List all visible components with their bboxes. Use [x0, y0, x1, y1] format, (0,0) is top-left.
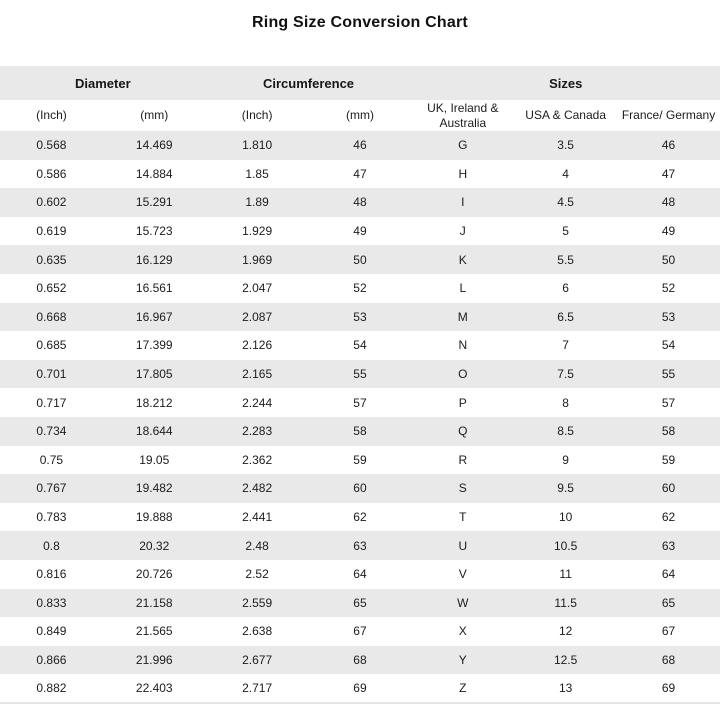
group-header-diameter: Diameter — [75, 75, 131, 91]
table-cell: 6.5 — [557, 309, 574, 324]
table-cell: 5 — [562, 224, 569, 239]
table-body — [0, 131, 720, 703]
table-cell: 2.48 — [245, 538, 269, 553]
table-cell: 64 — [353, 567, 367, 582]
table-cell: 1.929 — [242, 224, 273, 239]
table-cell: 2.638 — [242, 624, 273, 639]
table-cell: 62 — [353, 510, 367, 525]
table-cell: 14.469 — [135, 138, 173, 153]
table-row — [0, 617, 720, 646]
table-cell: 1.969 — [242, 252, 273, 267]
table-cell: 69 — [661, 681, 676, 696]
table-cell: 12.5 — [553, 652, 578, 667]
table-cell: 17.399 — [135, 338, 173, 353]
table-cell: 15.723 — [135, 224, 173, 239]
table-cell: 2.283 — [242, 424, 273, 439]
table-cell: 52 — [353, 281, 367, 296]
table-cell: 58 — [661, 424, 676, 439]
table-cell: 4 — [562, 166, 569, 181]
table-cell: 55 — [661, 367, 676, 382]
table-cell: 57 — [353, 395, 367, 410]
table-cell: 19.888 — [135, 510, 173, 525]
table-row — [0, 188, 720, 217]
table-cell: 0.8 — [43, 538, 60, 553]
table-cell: 19.482 — [135, 481, 173, 496]
table-cell: K — [458, 252, 467, 267]
table-cell: 0.849 — [36, 624, 67, 639]
table-cell: 5.5 — [557, 252, 574, 267]
table-cell: 2.087 — [242, 309, 273, 324]
table-cell: 2.717 — [242, 681, 273, 696]
table-cell: Z — [459, 681, 467, 696]
table-cell: 46 — [661, 138, 676, 153]
table-cell: 62 — [661, 510, 676, 525]
table-cell: 9 — [562, 452, 569, 467]
table-cell: 0.816 — [36, 567, 67, 582]
table-cell: 59 — [661, 452, 676, 467]
table-cell: 8 — [562, 395, 569, 410]
column-header-uk-ireland-australia: UK, Ireland & Australia — [427, 101, 499, 130]
table-cell: 2.52 — [245, 567, 269, 582]
table-cell: 20.32 — [139, 538, 170, 553]
table-cell: 0.586 — [36, 166, 67, 181]
table-cell: 52 — [661, 281, 676, 296]
table-cell: 58 — [353, 424, 367, 439]
table-cell: 53 — [353, 309, 367, 324]
table-cell: 21.996 — [135, 652, 173, 667]
table-cell: 60 — [353, 481, 367, 496]
table-cell: 21.158 — [135, 595, 173, 610]
table-row — [0, 360, 720, 389]
table-cell: 8.5 — [557, 424, 574, 439]
table-cell: 48 — [353, 195, 367, 210]
table-cell: 65 — [353, 595, 367, 610]
table-row — [0, 560, 720, 589]
table-cell: 9.5 — [557, 481, 574, 496]
table-cell: 0.668 — [36, 309, 67, 324]
table-cell: 0.685 — [36, 338, 67, 353]
column-header-row — [0, 100, 720, 131]
table-cell: 6 — [562, 281, 569, 296]
table-cell: 21.565 — [135, 624, 173, 639]
table-cell: 53 — [661, 309, 676, 324]
table-cell: 50 — [661, 252, 676, 267]
table-cell: 14.884 — [135, 166, 173, 181]
table-cell: 0.783 — [36, 510, 67, 525]
column-header-circumference-mm: (mm) — [345, 108, 374, 123]
table-cell: 65 — [661, 595, 676, 610]
group-header-circumference: Circumference — [263, 75, 355, 91]
table-cell: 54 — [661, 338, 676, 353]
table-cell: V — [458, 567, 467, 582]
table-cell: P — [458, 395, 467, 410]
table-row — [0, 446, 720, 475]
table-row — [0, 589, 720, 618]
table-cell: 63 — [353, 538, 367, 553]
table-cell: T — [459, 510, 467, 525]
table-header — [0, 66, 720, 131]
column-header-circumference-inch: (Inch) — [241, 108, 273, 123]
table-cell: 2.482 — [242, 481, 273, 496]
table-cell: 47 — [661, 166, 676, 181]
table-cell: M — [457, 309, 468, 324]
table-cell: 0.833 — [36, 595, 67, 610]
table-cell: 10.5 — [553, 538, 578, 553]
table-cell: 49 — [353, 224, 367, 239]
table-row — [0, 245, 720, 274]
table-cell: 60 — [661, 481, 676, 496]
column-header-usa-canada: USA & Canada — [525, 108, 606, 123]
group-header-sizes: Sizes — [549, 75, 583, 91]
table-cell: 0.882 — [36, 681, 67, 696]
table-cell: 17.805 — [135, 367, 173, 382]
table-cell: 2.165 — [242, 367, 273, 382]
table-row — [0, 503, 720, 532]
table-cell: 0.602 — [36, 195, 67, 210]
table-cell: 2.559 — [242, 595, 273, 610]
table-cell: 10 — [558, 510, 573, 525]
table-cell: 50 — [353, 252, 367, 267]
table-row — [0, 646, 720, 675]
table-cell: 11 — [559, 567, 572, 582]
table-cell: 0.619 — [36, 224, 67, 239]
table-cell: H — [458, 166, 468, 181]
table-row — [0, 674, 720, 703]
column-header-diameter-mm: (mm) — [140, 108, 169, 123]
table-cell: 2.362 — [242, 452, 273, 467]
table-cell: 2.244 — [242, 395, 273, 410]
table-cell: 2.441 — [242, 510, 273, 525]
table-cell: 4.5 — [557, 195, 574, 210]
table-row — [0, 131, 720, 160]
table-cell: 47 — [353, 166, 367, 181]
column-header-diameter-inch: (Inch) — [36, 108, 67, 123]
table-cell: 0.652 — [36, 281, 67, 296]
table-cell: 46 — [353, 138, 367, 153]
table-cell: 18.212 — [135, 395, 173, 410]
table-cell: 18.644 — [135, 424, 173, 439]
table-cell: 67 — [661, 624, 676, 639]
table-cell: 11.5 — [554, 595, 577, 610]
group-header-row — [0, 66, 720, 100]
table-cell: N — [458, 338, 468, 353]
table-cell: 57 — [661, 395, 676, 410]
table-row — [0, 388, 720, 417]
table-row — [0, 474, 720, 503]
table-cell: 2.126 — [242, 338, 273, 353]
table-cell: 16.967 — [135, 309, 173, 324]
ring-size-conversion-table — [0, 66, 720, 704]
table-cell: 69 — [353, 681, 367, 696]
page-title: Ring Size Conversion Chart — [252, 14, 468, 31]
table-row — [0, 217, 720, 246]
table-cell: 0.568 — [36, 138, 67, 153]
table-row — [0, 417, 720, 446]
table-cell: 59 — [353, 452, 367, 467]
table-row — [0, 331, 720, 360]
table-cell: 16.129 — [135, 252, 173, 267]
table-cell: R — [458, 452, 468, 467]
table-cell: 0.717 — [36, 395, 67, 410]
table-row — [0, 531, 720, 560]
table-cell: 63 — [661, 538, 676, 553]
table-cell: 0.767 — [36, 481, 67, 496]
table-cell: L — [459, 281, 467, 296]
table-cell: J — [459, 224, 466, 239]
table-cell: Y — [458, 652, 467, 667]
table-cell: 49 — [661, 224, 676, 239]
table-row — [0, 274, 720, 303]
table-cell: 2.047 — [242, 281, 273, 296]
table-cell: 48 — [661, 195, 676, 210]
table-cell: 0.734 — [36, 424, 67, 439]
table-cell: 2.677 — [242, 652, 273, 667]
table-cell: 67 — [353, 624, 367, 639]
table-cell: 0.635 — [36, 252, 67, 267]
table-row — [0, 160, 720, 189]
table-cell: I — [461, 195, 465, 210]
table-cell: 54 — [353, 338, 367, 353]
table-cell: 12 — [558, 624, 573, 639]
table-cell: 7.5 — [557, 367, 574, 382]
table-cell: 1.85 — [245, 166, 269, 181]
table-cell: 15.291 — [135, 195, 173, 210]
table-cell: 0.701 — [36, 367, 67, 382]
table-cell: 3.5 — [557, 138, 574, 153]
column-header-france-germany: France/ Germany — [621, 108, 716, 123]
table-cell: 0.75 — [39, 452, 64, 467]
table-cell: 64 — [661, 567, 676, 582]
table-cell: Q — [458, 424, 468, 439]
table-cell: 19.05 — [139, 452, 170, 467]
table-cell: 13 — [558, 681, 573, 696]
table-cell: 16.561 — [135, 281, 173, 296]
table-cell: 22.403 — [135, 681, 173, 696]
table-cell: 7 — [562, 338, 569, 353]
table-cell: O — [458, 367, 468, 382]
table-row — [0, 303, 720, 332]
table-cell: W — [457, 595, 469, 610]
table-cell: G — [458, 138, 468, 153]
table-cell: 1.810 — [242, 138, 273, 153]
table-cell: 20.726 — [135, 567, 173, 582]
table-cell: 68 — [661, 652, 676, 667]
table-cell: U — [458, 538, 468, 553]
table-cell: X — [458, 624, 467, 639]
table-cell: 68 — [353, 652, 367, 667]
table-cell: 0.866 — [36, 652, 67, 667]
table-cell: 55 — [353, 367, 367, 382]
table-cell: 1.89 — [245, 195, 269, 210]
table-cell: S — [458, 481, 467, 496]
